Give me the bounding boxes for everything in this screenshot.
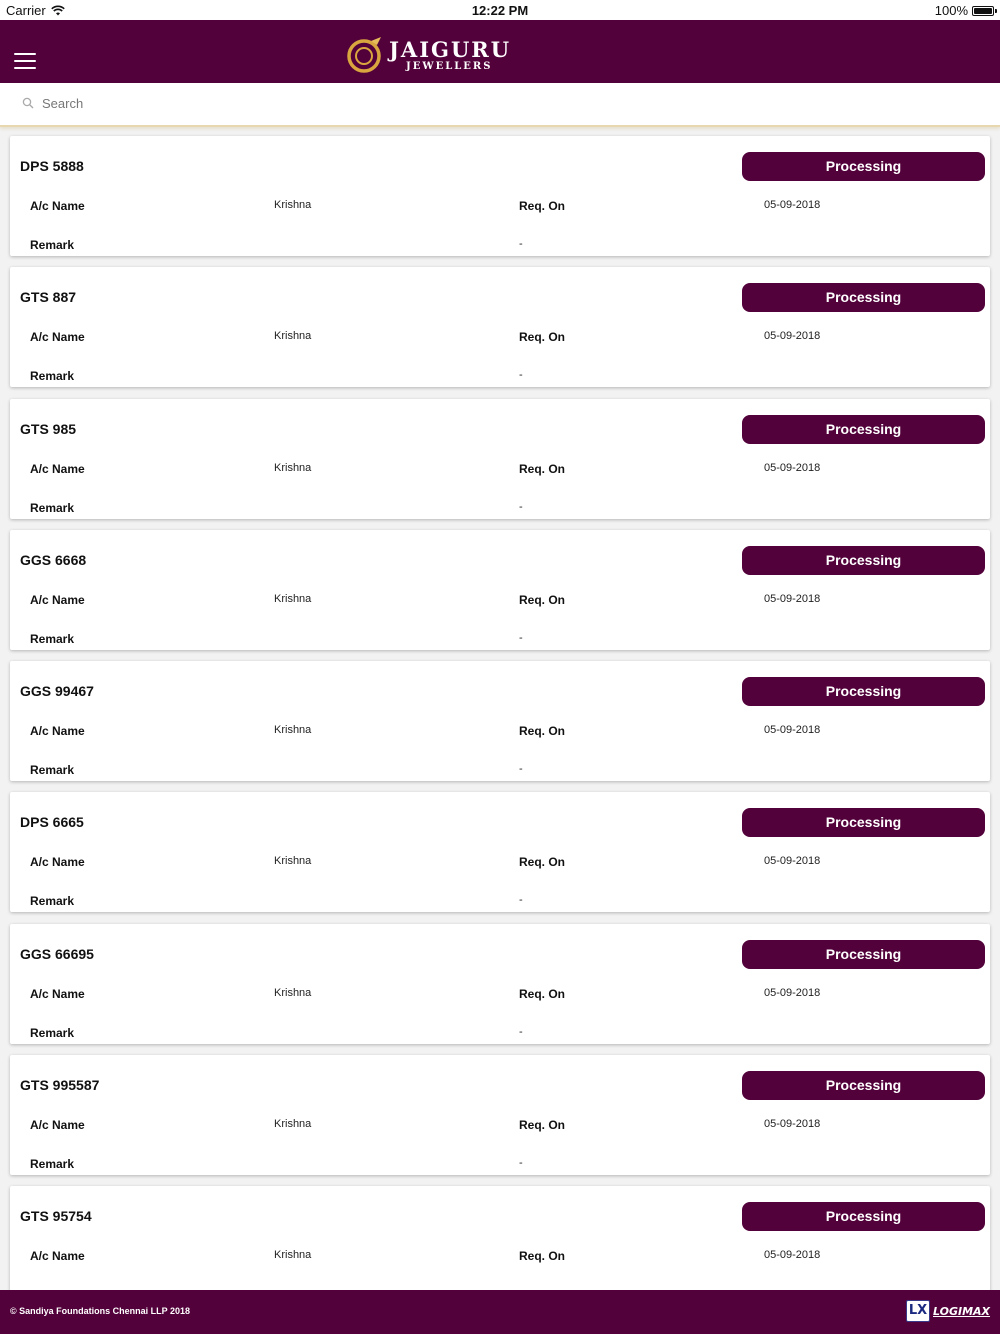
ac-name-value: Krishna bbox=[274, 1249, 312, 1261]
ac-name-value: Krishna bbox=[274, 330, 312, 342]
partner-logo bbox=[906, 1300, 990, 1322]
remark-value: - bbox=[519, 369, 523, 381]
ac-name-label: A/c Name bbox=[30, 724, 85, 738]
status-button[interactable]: Processing bbox=[742, 940, 985, 969]
req-on-value: 05-09-2018 bbox=[764, 1249, 821, 1261]
request-card[interactable] bbox=[10, 267, 990, 387]
ac-name-label: A/c Name bbox=[30, 1249, 85, 1263]
remark-label: Remark bbox=[30, 1026, 75, 1040]
req-on-value: 05-09-2018 bbox=[764, 199, 821, 211]
status-button[interactable]: Processing bbox=[742, 152, 985, 181]
request-card[interactable] bbox=[10, 136, 990, 256]
remark-value: - bbox=[519, 632, 523, 644]
request-card[interactable] bbox=[10, 530, 990, 650]
ac-name-label: A/c Name bbox=[30, 1118, 85, 1132]
search-icon bbox=[22, 97, 34, 109]
status-button[interactable]: Processing bbox=[742, 1071, 985, 1100]
request-list bbox=[0, 127, 1000, 1290]
request-code: GGS 99467 bbox=[20, 683, 94, 699]
req-on-label: Req. On bbox=[519, 1118, 566, 1132]
request-card[interactable] bbox=[10, 1186, 990, 1306]
remark-label: Remark bbox=[30, 369, 75, 383]
logo-brand-text: JAIGURU bbox=[389, 37, 512, 62]
ac-name-value: Krishna bbox=[274, 855, 312, 867]
remark-value: - bbox=[519, 763, 523, 775]
req-on-label: Req. On bbox=[519, 855, 566, 869]
brand-logo bbox=[345, 35, 512, 75]
status-button[interactable]: Processing bbox=[742, 415, 985, 444]
battery-icon bbox=[972, 6, 994, 16]
status-bar bbox=[0, 0, 1000, 20]
request-card[interactable] bbox=[10, 924, 990, 1044]
request-card[interactable] bbox=[10, 399, 990, 519]
request-card[interactable] bbox=[10, 1055, 990, 1175]
request-code: GTS 985 bbox=[20, 421, 77, 437]
request-code: GTS 887 bbox=[20, 289, 77, 305]
req-on-value: 05-09-2018 bbox=[764, 987, 821, 999]
carrier-label: Carrier bbox=[6, 3, 46, 18]
ac-name-value: Krishna bbox=[274, 462, 312, 474]
request-code: GGS 6668 bbox=[20, 552, 87, 568]
req-on-label: Req. On bbox=[519, 724, 566, 738]
clock: 12:22 PM bbox=[471, 3, 529, 18]
status-button[interactable]: Processing bbox=[742, 1202, 985, 1231]
req-on-value: 05-09-2018 bbox=[764, 330, 821, 342]
ac-name-label: A/c Name bbox=[30, 987, 85, 1001]
req-on-value: 05-09-2018 bbox=[764, 462, 821, 474]
request-code: DPS 6665 bbox=[20, 814, 84, 830]
partner-name: LOGIMAX bbox=[933, 1304, 991, 1318]
req-on-label: Req. On bbox=[519, 462, 566, 476]
req-on-value: 05-09-2018 bbox=[764, 724, 821, 736]
ac-name-label: A/c Name bbox=[30, 593, 85, 607]
logo-sub-text: JEWELLERS bbox=[406, 61, 493, 72]
ac-name-value: Krishna bbox=[274, 987, 312, 999]
ac-name-value: Krishna bbox=[274, 724, 312, 736]
ac-name-value: Krishna bbox=[274, 593, 312, 605]
req-on-value: 05-09-2018 bbox=[764, 1118, 821, 1130]
app-header bbox=[0, 20, 1000, 83]
request-code: GGS 66695 bbox=[20, 946, 94, 962]
remark-value: - bbox=[519, 238, 523, 250]
request-code: GTS 995587 bbox=[20, 1077, 100, 1093]
ac-name-label: A/c Name bbox=[30, 199, 85, 213]
battery-percent: 100% bbox=[934, 3, 968, 18]
status-button[interactable]: Processing bbox=[742, 677, 985, 706]
request-card[interactable] bbox=[10, 661, 990, 781]
ac-name-label: A/c Name bbox=[30, 330, 85, 344]
req-on-label: Req. On bbox=[519, 987, 566, 1001]
request-code: GTS 95754 bbox=[20, 1208, 92, 1224]
remark-label: Remark bbox=[30, 632, 75, 646]
status-button[interactable]: Processing bbox=[742, 283, 985, 312]
request-card[interactable] bbox=[10, 792, 990, 912]
status-button[interactable]: Processing bbox=[742, 546, 985, 575]
remark-label: Remark bbox=[30, 1157, 75, 1171]
app-footer bbox=[0, 1290, 1000, 1334]
ac-name-value: Krishna bbox=[274, 1118, 312, 1130]
remark-value: - bbox=[519, 1026, 523, 1038]
req-on-label: Req. On bbox=[519, 593, 566, 607]
ac-name-label: A/c Name bbox=[30, 855, 85, 869]
ac-name-value: Krishna bbox=[274, 199, 312, 211]
search-input[interactable] bbox=[40, 91, 944, 115]
logo-ring-icon bbox=[345, 35, 385, 75]
remark-label: Remark bbox=[30, 763, 75, 777]
request-code: DPS 5888 bbox=[20, 158, 84, 174]
remark-value: - bbox=[519, 894, 523, 906]
hamburger-menu-icon[interactable] bbox=[14, 53, 36, 69]
status-button[interactable]: Processing bbox=[742, 808, 985, 837]
req-on-value: 05-09-2018 bbox=[764, 593, 821, 605]
battery-group bbox=[935, 3, 994, 18]
ac-name-label: A/c Name bbox=[30, 462, 85, 476]
req-on-label: Req. On bbox=[519, 1249, 566, 1263]
search-bar bbox=[0, 83, 1000, 127]
req-on-value: 05-09-2018 bbox=[764, 855, 821, 867]
remark-value: - bbox=[519, 1157, 523, 1169]
remark-value: - bbox=[519, 501, 523, 513]
remark-label: Remark bbox=[30, 501, 75, 515]
remark-label: Remark bbox=[30, 894, 75, 908]
partner-mark: LX bbox=[906, 1300, 930, 1322]
remark-label: Remark bbox=[30, 238, 75, 252]
req-on-label: Req. On bbox=[519, 199, 566, 213]
req-on-label: Req. On bbox=[519, 330, 566, 344]
copyright-text: © Sandiya Foundations Chennai LLP 2018 bbox=[10, 1306, 190, 1316]
